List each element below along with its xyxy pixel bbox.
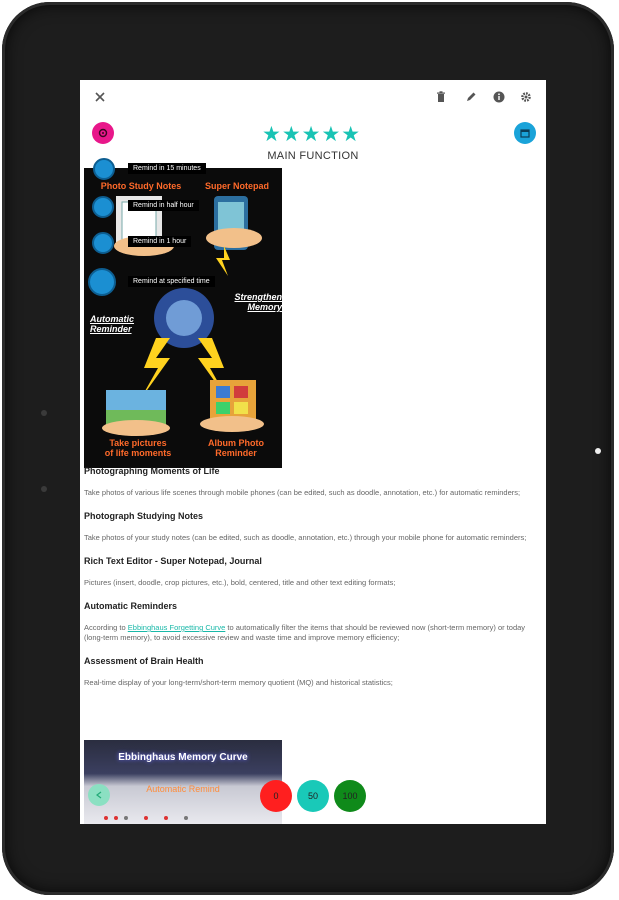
pencil-icon[interactable] (463, 91, 479, 107)
target-icon (98, 128, 108, 138)
front-camera (595, 448, 601, 454)
reminder-option[interactable]: Remind at specified time (128, 276, 215, 287)
feature-list (84, 466, 542, 701)
memory-curve-image (84, 740, 282, 824)
calendar-fab[interactable] (514, 122, 536, 144)
feature-title: Automatic Reminders (84, 601, 178, 611)
tablet-frame (2, 2, 614, 895)
favorite-fab[interactable] (92, 122, 114, 144)
score-100-button[interactable]: 100 (334, 780, 366, 812)
poster-label: Photo Study Notes (100, 181, 182, 191)
poster-label: Strengthen Memory (234, 292, 282, 312)
feature-body: Take photos of various life scenes through mobile phones (can be edited, such as doodle, annotation, etc.) for automatic reminders; (84, 488, 521, 497)
reminder-button[interactable] (92, 196, 114, 218)
feature-body: Take photos of your study notes (can be edited, such as doodle, annotation, etc.) through your mobile phone for automatic reminders; (84, 533, 527, 542)
top-bar (80, 80, 546, 118)
feature-body (84, 623, 542, 643)
reminder-option[interactable]: Remind in 1 hour (128, 236, 191, 247)
score-50-button[interactable]: 50 (297, 780, 329, 812)
rating-stars[interactable]: ★★★★★ (262, 123, 362, 146)
reminder-button[interactable] (93, 158, 115, 180)
poster-label: Album Photo Reminder (208, 438, 264, 458)
close-icon[interactable] (92, 91, 108, 107)
app-screen (80, 80, 546, 824)
feature-title: Photograph Studying Notes (84, 511, 203, 521)
ebbinghaus-link[interactable]: Ebbinghaus Forgetting Curve (127, 623, 226, 632)
poster-label: Take pictures of life moments (104, 438, 172, 458)
side-sensor (41, 410, 47, 416)
poster-label: Automatic Reminder (90, 314, 135, 334)
reminder-button[interactable] (92, 232, 114, 254)
info-icon[interactable] (491, 91, 507, 107)
poster-label: Super Notepad (204, 181, 269, 191)
feature-poster-image (84, 168, 282, 468)
calendar-icon (520, 128, 530, 138)
play-button[interactable] (88, 784, 110, 806)
feature-body-text: to automatically filter the items that should be reviewed now (short-term memory) or today (long-term memory), to avoid excessive review and waste time and improve memory efficiency; (84, 623, 526, 642)
gear-icon[interactable] (518, 91, 534, 107)
feature-title: Assessment of Brain Health (84, 656, 204, 666)
triangle-left-icon (95, 791, 103, 799)
section-title: MAIN FUNCTION (267, 150, 359, 162)
feature-body: Pictures (insert, doodle, crop pictures, etc.), bold, centered, title and other text editing formats; (84, 578, 396, 587)
reminder-option[interactable]: Remind in half hour (128, 200, 199, 211)
feature-title: Photographing Moments of Life (84, 466, 220, 476)
curve-image-subtitle: Automatic Remind (146, 784, 220, 794)
score-0-button[interactable]: 0 (260, 780, 292, 812)
trash-icon[interactable] (433, 91, 449, 107)
feature-body: Real-time display of your long-term/short-term memory quotient (MQ) and historical statistics; (84, 678, 393, 687)
side-sensor (41, 486, 47, 492)
reminder-button[interactable] (88, 268, 116, 296)
curve-image-title: Ebbinghaus Memory Curve (118, 752, 248, 763)
feature-body-text: According to (84, 623, 128, 632)
feature-title: Rich Text Editor - Super Notepad, Journal (84, 556, 262, 566)
reminder-option[interactable]: Remind in 15 minutes (128, 163, 206, 174)
curve-dots (84, 740, 282, 824)
